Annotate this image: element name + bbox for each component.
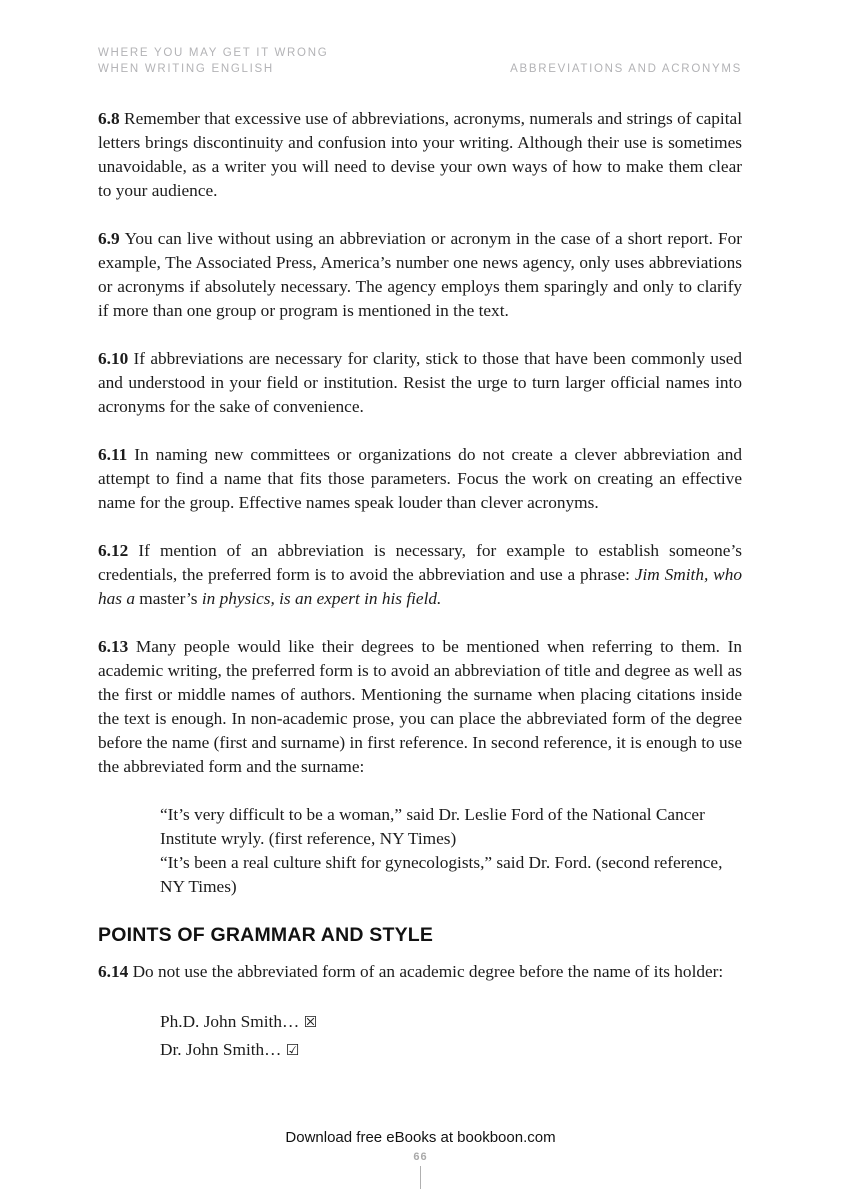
paragraph-text: If abbreviations are necessary for clarity, stick to those that have been commonly used and understood in your field or institution. Resist the urge to turn larger official names into acronyms for the sake of convenience. — [98, 349, 743, 416]
page-header — [98, 45, 742, 77]
paragraph-number: 6.11 — [98, 445, 135, 464]
paragraph-6.13 — [98, 635, 742, 779]
checked-box-icon: ☑ — [285, 1041, 300, 1059]
paragraph-6.8 — [98, 107, 742, 203]
paragraph-number: 6.13 — [98, 637, 136, 656]
crossed-box-icon: ☒ — [303, 1013, 318, 1031]
quote-block — [160, 803, 742, 899]
paragraph-text: In naming new committees or organizations do not create a clever abbreviation and attempt to find a name that fits those parameters. Focus the work on creating an effective name for the group. Effective names speak louder than clever acronyms. — [98, 445, 743, 512]
paragraph-text: You can live without using an abbreviation or acronym in the case of a short report. For example, The Associated Press, America’s number one news agency, only uses abbreviations or acronyms if absolutely necessary. The agency employs them sparingly and only to clarify if more than one group or program is mentioned in the text. — [98, 229, 742, 320]
paragraph-text: If mention of an abbreviation is necessary, for example to establish someone’s credentials, the preferred form is to avoid the abbreviation and use a phrase: — [98, 541, 743, 584]
bottom-rule — [420, 1166, 421, 1189]
paragraph-6.9 — [98, 227, 742, 323]
paragraph-number: 6.10 — [98, 349, 134, 368]
quote-line: “It’s very difficult to be a woman,” said Dr. Leslie Ford of the National Cancer Institute wryly. (first reference, NY Times) — [160, 805, 705, 848]
paragraph-number: 6.14 — [98, 962, 133, 981]
quote-line: “It’s been a real culture shift for gynecologists,” said Dr. Ford. (second reference, NY Times) — [160, 853, 723, 896]
paragraph-text: Do not use the abbreviated form of an academic degree before the name of its holder: — [132, 962, 724, 981]
document-body — [98, 107, 742, 1064]
example-text: Ph.D. John Smith… — [160, 1012, 304, 1031]
examples-block — [160, 1008, 742, 1064]
paragraph-text: Many people would like their degrees to be mentioned when referring to them. In academic writing, the preferred form is to avoid an abbreviation of title and degree as well as the first or middle names of authors. Mentioning the surname when placing citations inside the text is enough. In non-academic prose, you can place the abbreviated form of the degree before the name (first and surname) in first reference. In second reference, it is enough to use the abbreviated form and the surname: — [98, 637, 743, 776]
running-title — [98, 45, 328, 77]
paragraph-6.10 — [98, 347, 742, 419]
example-line — [160, 1008, 742, 1036]
example-text: Dr. John Smith… — [160, 1040, 286, 1059]
chapter-title: ABBREVIATIONS AND ACRONYMS — [510, 63, 742, 75]
footer-download-link[interactable]: Download free eBooks at bookboon.com — [285, 1129, 556, 1146]
paragraph-6.11 — [98, 443, 742, 515]
running-title-line1: WHERE YOU MAY GET IT WRONG — [98, 47, 329, 59]
paragraph-6.12 — [98, 539, 742, 611]
example-line — [160, 1036, 742, 1064]
section-heading: POINTS OF GRAMMAR AND STYLE — [98, 924, 434, 946]
paragraph-number: 6.8 — [98, 109, 125, 128]
paragraph-number: 6.9 — [98, 229, 125, 248]
paragraph-number: 6.12 — [98, 541, 139, 560]
paragraph-text: in physics, is an expert in his field. — [201, 589, 442, 608]
paragraph-text: Jim Smith, who has a — [98, 565, 742, 608]
paragraph-6.14 — [98, 960, 742, 984]
paragraph-text: Remember that excessive use of abbreviations, acronyms, numerals and strings of capital letters brings discontinuity and confusion into your writing. Although their use is sometimes unavoidable, as a writer you will need to devise your own ways of how to make them clear to your audience. — [98, 109, 742, 200]
page-number: 66 — [413, 1151, 428, 1163]
paragraph-text: master’s — [134, 589, 202, 608]
running-title-line2: WHEN WRITING ENGLISH — [98, 63, 274, 75]
